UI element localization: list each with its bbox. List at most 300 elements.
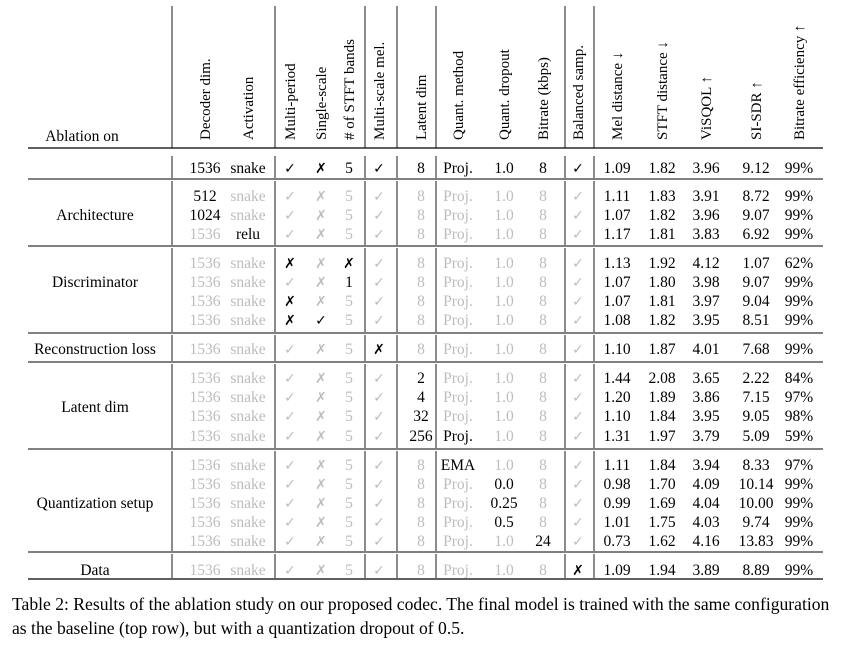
table-cell: Proj. xyxy=(443,514,473,531)
table-cell: 1.09 xyxy=(603,160,631,177)
table-cell: 512 xyxy=(193,188,217,205)
table-cell: 3.94 xyxy=(692,457,720,474)
row-group-label: Data xyxy=(80,562,110,579)
table-cell: ✓ xyxy=(284,161,296,177)
table-cell: Proj. xyxy=(443,312,473,329)
table-cell: ✗ xyxy=(284,294,296,310)
column-header: ViSQOL ↑ xyxy=(699,76,715,140)
table-cell: snake xyxy=(230,274,266,291)
table-cell: 8.33 xyxy=(742,457,770,474)
table-cell: Proj. xyxy=(443,226,473,243)
table-cell: 7.15 xyxy=(742,389,770,406)
table-cell: ✗ xyxy=(315,208,327,224)
row-group-label: Quantization setup xyxy=(36,495,154,512)
table-cell: 3.89 xyxy=(692,562,720,579)
table-cell: 99% xyxy=(784,188,814,205)
table-cell: 5 xyxy=(345,408,353,425)
table-cell: 2.08 xyxy=(648,370,676,387)
table-cell: 5 xyxy=(345,160,353,177)
table-cell: 0.0 xyxy=(494,476,514,493)
table-cell: 8 xyxy=(417,226,425,243)
column-header: Latent dim xyxy=(414,74,430,140)
table-cell: ✗ xyxy=(315,189,327,205)
table-cell: 4.12 xyxy=(692,255,720,272)
table-cell: 5 xyxy=(345,476,353,493)
table-cell: ✓ xyxy=(373,313,385,329)
table-cell: 10.14 xyxy=(738,476,774,493)
table-cell: 99% xyxy=(784,207,814,224)
table-cell: 1536 xyxy=(189,562,221,579)
table-cell: 5 xyxy=(345,495,353,512)
table-cell: Proj. xyxy=(443,188,473,205)
table-cell: ✗ xyxy=(284,313,296,329)
table-cell: snake xyxy=(230,188,266,205)
table-cell: 8 xyxy=(539,457,547,474)
table-cell: Proj. xyxy=(443,160,473,177)
table-cell: 1.07 xyxy=(742,255,770,272)
table-cell: 8 xyxy=(539,476,547,493)
table-cell: ✗ xyxy=(315,256,327,272)
table-cell: 9.12 xyxy=(742,160,770,177)
table-cell: snake xyxy=(230,160,266,177)
table-cell: 62% xyxy=(784,255,814,272)
table-cell: 97% xyxy=(784,389,814,406)
table-cell: 98% xyxy=(784,408,814,425)
table-cell: 1.89 xyxy=(648,389,676,406)
table-cell: 13.83 xyxy=(738,533,774,550)
table-cell: 1.0 xyxy=(494,389,514,406)
table-cell: 8 xyxy=(539,207,547,224)
table-cell: 1.07 xyxy=(603,207,631,224)
table-cell: 4.09 xyxy=(692,476,720,493)
column-header: Single-scale xyxy=(314,66,330,140)
table-cell: ✓ xyxy=(284,477,296,493)
table-cell: ✓ xyxy=(572,458,584,474)
table-cell: 9.04 xyxy=(742,293,770,310)
table-cell: 3.86 xyxy=(692,389,720,406)
table-cell: ✗ xyxy=(315,371,327,387)
table-cell: ✓ xyxy=(373,208,385,224)
table-cell: 1.83 xyxy=(648,188,676,205)
table-cell: 5 xyxy=(345,389,353,406)
column-header: Decoder dim. xyxy=(198,58,214,140)
table-cell: 2 xyxy=(417,370,425,387)
table-caption: Table 2: Results of the ablation study on our proposed codec. The final model is trained with the same configuration as the baseline (top row), but with a quantization dropout of 0.5. xyxy=(12,594,830,638)
table-cell: ✗ xyxy=(284,256,296,272)
table-cell: 1.0 xyxy=(494,428,514,445)
table-cell: ✓ xyxy=(284,189,296,205)
table-cell: 3.96 xyxy=(692,160,720,177)
table-cell: 5 xyxy=(345,533,353,550)
table-cell: 1.92 xyxy=(648,255,676,272)
table-cell: 9.07 xyxy=(742,207,770,224)
column-header: STFT distance ↓ xyxy=(655,41,671,140)
table-cell: 1.87 xyxy=(648,341,676,358)
table-cell: 8 xyxy=(417,207,425,224)
table-cell: 1536 xyxy=(189,476,221,493)
table-cell: 8 xyxy=(539,188,547,205)
table-cell: ✓ xyxy=(572,409,584,425)
table-cell: 8.89 xyxy=(742,562,770,579)
table-cell: 8 xyxy=(417,274,425,291)
table-cell: 99% xyxy=(784,495,814,512)
table-cell: 8 xyxy=(417,533,425,550)
column-header: Bitrate (kbps) xyxy=(536,57,552,140)
table-cell: 4.03 xyxy=(692,514,720,531)
table-cell: 1.09 xyxy=(603,562,631,579)
table-cell: 1.07 xyxy=(603,293,631,310)
table-cell: 84% xyxy=(784,370,814,387)
table-cell: EMA xyxy=(440,457,476,474)
table-cell: ✗ xyxy=(315,409,327,425)
table-cell: 1.31 xyxy=(603,428,631,445)
table-cell: ✓ xyxy=(572,313,584,329)
table-cell: 59% xyxy=(784,428,814,445)
table-cell: 8 xyxy=(539,562,547,579)
table-cell: ✗ xyxy=(572,563,584,579)
table-cell: 5 xyxy=(345,514,353,531)
table-cell: 4.01 xyxy=(692,341,720,358)
column-headers xyxy=(198,24,808,140)
table-cell: snake xyxy=(230,341,266,358)
table-cell: 1.0 xyxy=(494,533,514,550)
table-cell: ✗ xyxy=(315,161,327,177)
table-cell: 8 xyxy=(539,341,547,358)
table-cell: ✓ xyxy=(373,409,385,425)
table-cell: 7.68 xyxy=(742,341,770,358)
table-cell: 9.07 xyxy=(742,274,770,291)
table-cell: snake xyxy=(230,476,266,493)
table-cell: 8.51 xyxy=(742,312,770,329)
table-cell: 1.44 xyxy=(603,370,631,387)
table-cell: 8 xyxy=(539,226,547,243)
table-cell: 1536 xyxy=(189,274,221,291)
table-cell: 1.20 xyxy=(603,389,631,406)
table-cell: ✓ xyxy=(284,534,296,550)
table-cell: Proj. xyxy=(443,293,473,310)
table-cell: ✓ xyxy=(373,161,385,177)
table-cell: ✓ xyxy=(373,534,385,550)
table-cell: 99% xyxy=(784,312,814,329)
table-cell: 5 xyxy=(345,293,353,310)
table-cell: snake xyxy=(230,514,266,531)
table-cell: 8 xyxy=(417,312,425,329)
table-cell: 5 xyxy=(345,312,353,329)
table-cell: 3.95 xyxy=(692,408,720,425)
table-cell: 1.69 xyxy=(648,495,676,512)
row-group-label: Architecture xyxy=(56,207,134,224)
table-cell: snake xyxy=(230,389,266,406)
table-cell: 1.0 xyxy=(494,226,514,243)
column-header: Multi-scale mel. xyxy=(372,41,388,140)
table-cell: 99% xyxy=(784,293,814,310)
table-cell: 99% xyxy=(784,476,814,493)
column-header: Balanced samp. xyxy=(571,45,587,140)
table-cell: ✓ xyxy=(373,227,385,243)
table-cell: ✓ xyxy=(572,342,584,358)
table-cell: 5 xyxy=(345,428,353,445)
table-cell: snake xyxy=(230,562,266,579)
table-cell: 0.99 xyxy=(603,495,631,512)
table-cell: ✓ xyxy=(373,294,385,310)
table-cell: 1.82 xyxy=(648,312,676,329)
table-cell: ✗ xyxy=(315,390,327,406)
table-cell: 2.22 xyxy=(742,370,770,387)
table-cell: 1536 xyxy=(189,370,221,387)
table-cell: 99% xyxy=(784,341,814,358)
ablation-on-header: Ablation on xyxy=(45,128,119,145)
table-cell: snake xyxy=(230,495,266,512)
table-cell: 1.82 xyxy=(648,160,676,177)
table-cell: 4.16 xyxy=(692,533,720,550)
table-cell: 8 xyxy=(417,293,425,310)
row-group-label: Discriminator xyxy=(51,274,139,291)
table-cell: snake xyxy=(230,293,266,310)
row-group-label: Reconstruction loss xyxy=(34,341,156,358)
table-cell: ✓ xyxy=(572,294,584,310)
table-cell: 1.97 xyxy=(648,428,676,445)
table-cell: 1.0 xyxy=(494,293,514,310)
table-cell: ✗ xyxy=(315,496,327,512)
table-cell: Proj. xyxy=(443,562,473,579)
table-cell: 8 xyxy=(539,160,547,177)
table-cell: 8 xyxy=(539,274,547,291)
table-cell: 3.65 xyxy=(692,370,720,387)
table-cell: 0.25 xyxy=(490,495,518,512)
table-cell: snake xyxy=(230,207,266,224)
table-cell: Proj. xyxy=(443,408,473,425)
table-cell: 6.92 xyxy=(742,226,770,243)
table-cell: ✗ xyxy=(315,275,327,291)
table-cell: ✓ xyxy=(373,256,385,272)
table-cell: ✗ xyxy=(343,256,355,272)
row-group-label: Latent dim xyxy=(61,399,129,416)
table-cell: 32 xyxy=(413,408,429,425)
table-cell: ✗ xyxy=(315,563,327,579)
table-cell: 8 xyxy=(417,562,425,579)
table-cell: Proj. xyxy=(443,370,473,387)
table-cell: 5 xyxy=(345,226,353,243)
table-cell: ✓ xyxy=(572,477,584,493)
table-cell: 3.96 xyxy=(692,207,720,224)
table-cell: 1.62 xyxy=(648,533,676,550)
table-cell: 5 xyxy=(345,341,353,358)
table-cell: ✓ xyxy=(373,429,385,445)
table-cell: ✓ xyxy=(284,429,296,445)
table-cell: 1.0 xyxy=(494,457,514,474)
table-cell: 8 xyxy=(417,255,425,272)
table-cell: 1.81 xyxy=(648,293,676,310)
table-cell: 8 xyxy=(539,255,547,272)
table-cell: 1 xyxy=(345,274,353,291)
column-header: Mel distance ↓ xyxy=(610,51,626,140)
table-cell: 1536 xyxy=(189,312,221,329)
table-cell: 1536 xyxy=(189,255,221,272)
table-cell: ✓ xyxy=(373,189,385,205)
table-cell: 1536 xyxy=(189,293,221,310)
table-cell: 8 xyxy=(539,408,547,425)
table-cell: 8 xyxy=(539,293,547,310)
table-cell: 1.0 xyxy=(494,370,514,387)
table-cell: 5 xyxy=(345,562,353,579)
table-cell: 1.10 xyxy=(603,341,631,358)
table-cell: 8.72 xyxy=(742,188,770,205)
table-cell: 8 xyxy=(539,428,547,445)
table-cell: 1.84 xyxy=(648,457,676,474)
table-cell: ✓ xyxy=(572,256,584,272)
table-cell: Proj. xyxy=(443,207,473,224)
table-cell: 1.82 xyxy=(648,207,676,224)
table-cell: 9.05 xyxy=(742,408,770,425)
table-cell: 5 xyxy=(345,370,353,387)
table-cell: 99% xyxy=(784,562,814,579)
table-cell: ✓ xyxy=(572,515,584,531)
row-groups xyxy=(34,207,156,579)
table-cell: snake xyxy=(230,428,266,445)
table-cell: 99% xyxy=(784,514,814,531)
table-cell: ✓ xyxy=(373,275,385,291)
table-cell: ✓ xyxy=(284,563,296,579)
table-cell: 8 xyxy=(417,514,425,531)
table-cell: ✓ xyxy=(572,496,584,512)
table-cell: 10.00 xyxy=(738,495,774,512)
table-cell: ✓ xyxy=(284,342,296,358)
table-cell: Proj. xyxy=(443,341,473,358)
table-cell: ✓ xyxy=(373,390,385,406)
table-cell: ✗ xyxy=(315,534,327,550)
table-cell: 3.95 xyxy=(692,312,720,329)
table-cell: 1536 xyxy=(189,160,221,177)
table-cell: 8 xyxy=(417,476,425,493)
table-cell: ✓ xyxy=(284,371,296,387)
table-cell: ✗ xyxy=(315,458,327,474)
table-cell: ✓ xyxy=(284,275,296,291)
table-cell: ✗ xyxy=(315,294,327,310)
table-cell: 5 xyxy=(345,457,353,474)
table-cell: ✓ xyxy=(284,496,296,512)
table-cell: ✓ xyxy=(284,227,296,243)
table-cell: 1.0 xyxy=(494,160,514,177)
table-cell: Proj. xyxy=(443,533,473,550)
table-cell: snake xyxy=(230,312,266,329)
table-cell: 1536 xyxy=(189,408,221,425)
table-cell: 1.0 xyxy=(494,341,514,358)
table-cell: snake xyxy=(230,408,266,425)
table-cell: 97% xyxy=(784,457,814,474)
table-cell: 3.97 xyxy=(692,293,720,310)
table-cell: 99% xyxy=(784,160,814,177)
table-cell: 4 xyxy=(417,389,425,406)
table-cell: ✓ xyxy=(373,563,385,579)
table-cell: 1.0 xyxy=(494,408,514,425)
table-cell: 3.91 xyxy=(692,188,720,205)
table-cell: snake xyxy=(230,255,266,272)
table-cell: 0.5 xyxy=(494,514,514,531)
table-cell: 1.70 xyxy=(648,476,676,493)
table-cell: 1536 xyxy=(189,341,221,358)
table-cell: 1.08 xyxy=(603,312,631,329)
table-cell: 8 xyxy=(539,370,547,387)
table-cell: ✗ xyxy=(315,477,327,493)
table-cell: 1.11 xyxy=(603,188,631,205)
table-cell: 1536 xyxy=(189,389,221,406)
table-cell: 99% xyxy=(784,274,814,291)
table-cell: 256 xyxy=(409,428,433,445)
table-cell: ✓ xyxy=(373,371,385,387)
table-cell: 1.13 xyxy=(603,255,631,272)
table-cell: 8 xyxy=(539,495,547,512)
table-cell: 1.81 xyxy=(648,226,676,243)
table-cell: 4.04 xyxy=(692,495,720,512)
column-header: Multi-period xyxy=(283,63,299,140)
table-cell: 5.09 xyxy=(742,428,770,445)
table-cell: 8 xyxy=(539,312,547,329)
column-header: Bitrate efficiency ↑ xyxy=(792,24,808,140)
table-cell: 9.74 xyxy=(742,514,770,531)
table-cell: ✓ xyxy=(373,515,385,531)
table-cell: Proj. xyxy=(443,255,473,272)
table-cell: 8 xyxy=(417,188,425,205)
table-cell: ✓ xyxy=(572,275,584,291)
table-cell: 1.0 xyxy=(494,255,514,272)
table-cell: Proj. xyxy=(443,495,473,512)
table-cell: 1536 xyxy=(189,495,221,512)
table-cell: 99% xyxy=(784,533,814,550)
table-cell: 1.75 xyxy=(648,514,676,531)
table-cell: ✓ xyxy=(572,161,584,177)
table-cell: ✓ xyxy=(572,227,584,243)
table-cell: Proj. xyxy=(443,476,473,493)
table-cell: 1.80 xyxy=(648,274,676,291)
column-header: Activation xyxy=(241,76,257,140)
table-cell: Proj. xyxy=(443,428,473,445)
table-cell: 1024 xyxy=(189,207,221,224)
table-cell: ✓ xyxy=(373,477,385,493)
table-cell: snake xyxy=(230,533,266,550)
table-cell: 3.79 xyxy=(692,428,720,445)
table-cell: 1.17 xyxy=(603,226,631,243)
table-cell: 5 xyxy=(345,188,353,205)
table-cell: 1.0 xyxy=(494,188,514,205)
table-body xyxy=(190,160,814,579)
table-cell: ✗ xyxy=(315,227,327,243)
table-cell: 3.98 xyxy=(692,274,720,291)
table-cell: Proj. xyxy=(443,274,473,291)
table-cell: 8 xyxy=(417,160,425,177)
table-cell: 1.0 xyxy=(494,312,514,329)
table-cell: ✓ xyxy=(572,390,584,406)
table-cell: 8 xyxy=(539,389,547,406)
table-cell: ✓ xyxy=(572,189,584,205)
table-cell: ✓ xyxy=(284,409,296,425)
table-cell: ✗ xyxy=(315,342,327,358)
table-cell: relu xyxy=(235,226,261,243)
table-cell: ✓ xyxy=(284,515,296,531)
table-cell: 8 xyxy=(417,457,425,474)
table-cell: ✓ xyxy=(373,496,385,512)
table-cell: ✓ xyxy=(572,429,584,445)
table-cell: 3.83 xyxy=(692,226,720,243)
table-cell: 1.84 xyxy=(648,408,676,425)
column-header: SI-SDR ↑ xyxy=(749,81,765,140)
table-cell: 0.73 xyxy=(603,533,631,550)
table-cell: ✓ xyxy=(284,458,296,474)
table-cell: 1.0 xyxy=(494,274,514,291)
table-cell: 1.0 xyxy=(494,562,514,579)
table-cell: snake xyxy=(230,370,266,387)
table-cell: 0.98 xyxy=(603,476,631,493)
table-cell: 8 xyxy=(539,514,547,531)
